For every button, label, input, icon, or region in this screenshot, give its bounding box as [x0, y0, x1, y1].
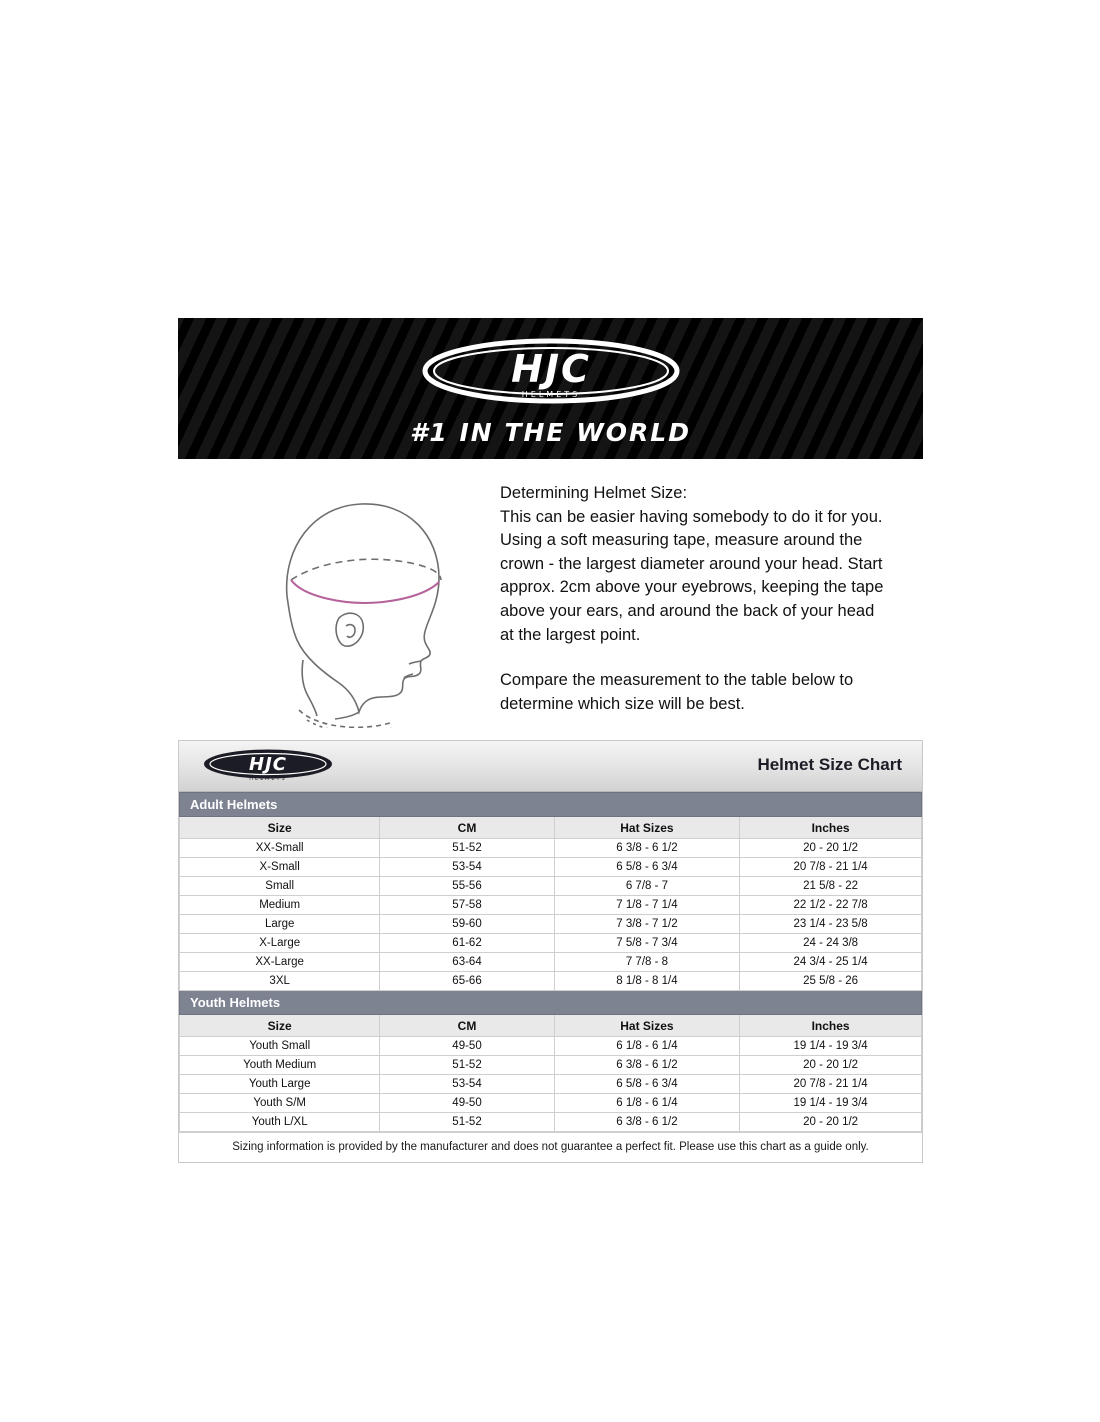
- instructions-line-2: This can be easier having somebody to do it for you.: [500, 507, 883, 526]
- instructions-line-3: Using a soft measuring tape, measure around the crown - the largest diameter around your head. Start approx. 2cm above your eyebrows, keeping the tape above your ears, and around the back of your head at the largest point.: [500, 531, 884, 644]
- svg-text:HELMETS: HELMETS: [521, 390, 580, 399]
- col-inches: Inches: [740, 1015, 922, 1037]
- table-row: [180, 1056, 922, 1075]
- cell-inches: 24 - 24 3/8: [740, 934, 922, 953]
- table-row: [180, 896, 922, 915]
- cell-hat: 6 5/8 - 6 3/4: [554, 858, 740, 877]
- section-label: Adult Helmets: [180, 793, 922, 817]
- chart-disclaimer: Sizing information is provided by the manufacturer and does not guarantee a perfect fit. Please use this chart as a guide only.: [179, 1132, 922, 1162]
- cell-hat: 6 3/8 - 6 1/2: [554, 839, 740, 858]
- cell-cm: 57-58: [380, 896, 554, 915]
- cell-inches: 21 5/8 - 22: [740, 877, 922, 896]
- column-header-row-youth: [180, 1015, 922, 1037]
- cell-size: XX-Large: [180, 953, 380, 972]
- cell-hat: 6 3/8 - 6 1/2: [554, 1113, 740, 1132]
- cell-inches: 20 7/8 - 21 1/4: [740, 858, 922, 877]
- col-cm: CM: [380, 1015, 554, 1037]
- section-header-youth: [180, 991, 922, 1015]
- head-measurement-illustration: [243, 478, 478, 728]
- svg-text:HELMETS: HELMETS: [249, 776, 287, 782]
- cell-size: X-Small: [180, 858, 380, 877]
- cell-hat: 7 7/8 - 8: [554, 953, 740, 972]
- cell-hat: 6 1/8 - 6 1/4: [554, 1094, 740, 1113]
- cell-size: X-Large: [180, 934, 380, 953]
- col-size: Size: [180, 817, 380, 839]
- section-header-adult: [180, 793, 922, 817]
- helmet-size-chart: [178, 740, 923, 1163]
- table-row: [180, 915, 922, 934]
- cell-size: Youth Small: [180, 1037, 380, 1056]
- cell-inches: 22 1/2 - 22 7/8: [740, 896, 922, 915]
- cell-cm: 51-52: [380, 1113, 554, 1132]
- cell-cm: 65-66: [380, 972, 554, 991]
- table-row: [180, 953, 922, 972]
- cell-hat: 7 1/8 - 7 1/4: [554, 896, 740, 915]
- cell-inches: 20 - 20 1/2: [740, 1113, 922, 1132]
- table-row: [180, 1037, 922, 1056]
- instructions-line-4: Compare the measurement to the table below to determine which size will be best.: [500, 671, 854, 713]
- table-row: [180, 877, 922, 896]
- cell-inches: 25 5/8 - 26: [740, 972, 922, 991]
- table-row: [180, 1094, 922, 1113]
- col-hat: Hat Sizes: [554, 817, 740, 839]
- cell-inches: 24 3/4 - 25 1/4: [740, 953, 922, 972]
- instructions-heading: Determining Helmet Size:: [500, 484, 688, 502]
- cell-cm: 49-50: [380, 1037, 554, 1056]
- cell-cm: 61-62: [380, 934, 554, 953]
- table-row: [180, 1113, 922, 1132]
- cell-inches: 23 1/4 - 23 5/8: [740, 915, 922, 934]
- banner-tagline: #1 IN THE WORLD: [410, 418, 691, 447]
- size-table: [179, 792, 922, 1132]
- table-row: [180, 839, 922, 858]
- cell-size: Medium: [180, 896, 380, 915]
- table-row: [180, 858, 922, 877]
- cell-size: Youth S/M: [180, 1094, 380, 1113]
- svg-text:HJC: HJC: [249, 754, 287, 775]
- table-row: [180, 972, 922, 991]
- cell-cm: 53-54: [380, 858, 554, 877]
- cell-inches: 20 - 20 1/2: [740, 839, 922, 858]
- cell-hat: 8 1/8 - 8 1/4: [554, 972, 740, 991]
- cell-inches: 20 - 20 1/2: [740, 1056, 922, 1075]
- cell-cm: 63-64: [380, 953, 554, 972]
- cell-hat: 6 7/8 - 7: [554, 877, 740, 896]
- cell-size: XX-Small: [180, 839, 380, 858]
- cell-hat: 6 3/8 - 6 1/2: [554, 1056, 740, 1075]
- cell-cm: 51-52: [380, 1056, 554, 1075]
- col-size: Size: [180, 1015, 380, 1037]
- table-row: [180, 934, 922, 953]
- cell-hat: 6 5/8 - 6 3/4: [554, 1075, 740, 1094]
- section-label: Youth Helmets: [180, 991, 922, 1015]
- cell-hat: 6 1/8 - 6 1/4: [554, 1037, 740, 1056]
- cell-size: Large: [180, 915, 380, 934]
- cell-size: Small: [180, 877, 380, 896]
- hjc-logo-icon: [421, 338, 681, 410]
- instructions-block: [500, 482, 890, 716]
- hjc-logo-small-icon: [201, 747, 336, 785]
- col-hat: Hat Sizes: [554, 1015, 740, 1037]
- table-row: [180, 1075, 922, 1094]
- cell-cm: 53-54: [380, 1075, 554, 1094]
- cell-hat: 7 3/8 - 7 1/2: [554, 915, 740, 934]
- hjc-banner: [178, 318, 923, 459]
- cell-cm: 49-50: [380, 1094, 554, 1113]
- cell-size: 3XL: [180, 972, 380, 991]
- col-cm: CM: [380, 817, 554, 839]
- cell-cm: 51-52: [380, 839, 554, 858]
- cell-size: Youth L/XL: [180, 1113, 380, 1132]
- chart-title: Helmet Size Chart: [757, 755, 902, 774]
- column-header-row-adult: [180, 817, 922, 839]
- chart-header: [179, 741, 922, 792]
- cell-inches: 19 1/4 - 19 3/4: [740, 1037, 922, 1056]
- svg-text:HJC: HJC: [510, 347, 591, 391]
- cell-size: Youth Medium: [180, 1056, 380, 1075]
- cell-inches: 20 7/8 - 21 1/4: [740, 1075, 922, 1094]
- cell-cm: 59-60: [380, 915, 554, 934]
- cell-cm: 55-56: [380, 877, 554, 896]
- cell-size: Youth Large: [180, 1075, 380, 1094]
- cell-inches: 19 1/4 - 19 3/4: [740, 1094, 922, 1113]
- col-inches: Inches: [740, 817, 922, 839]
- cell-hat: 7 5/8 - 7 3/4: [554, 934, 740, 953]
